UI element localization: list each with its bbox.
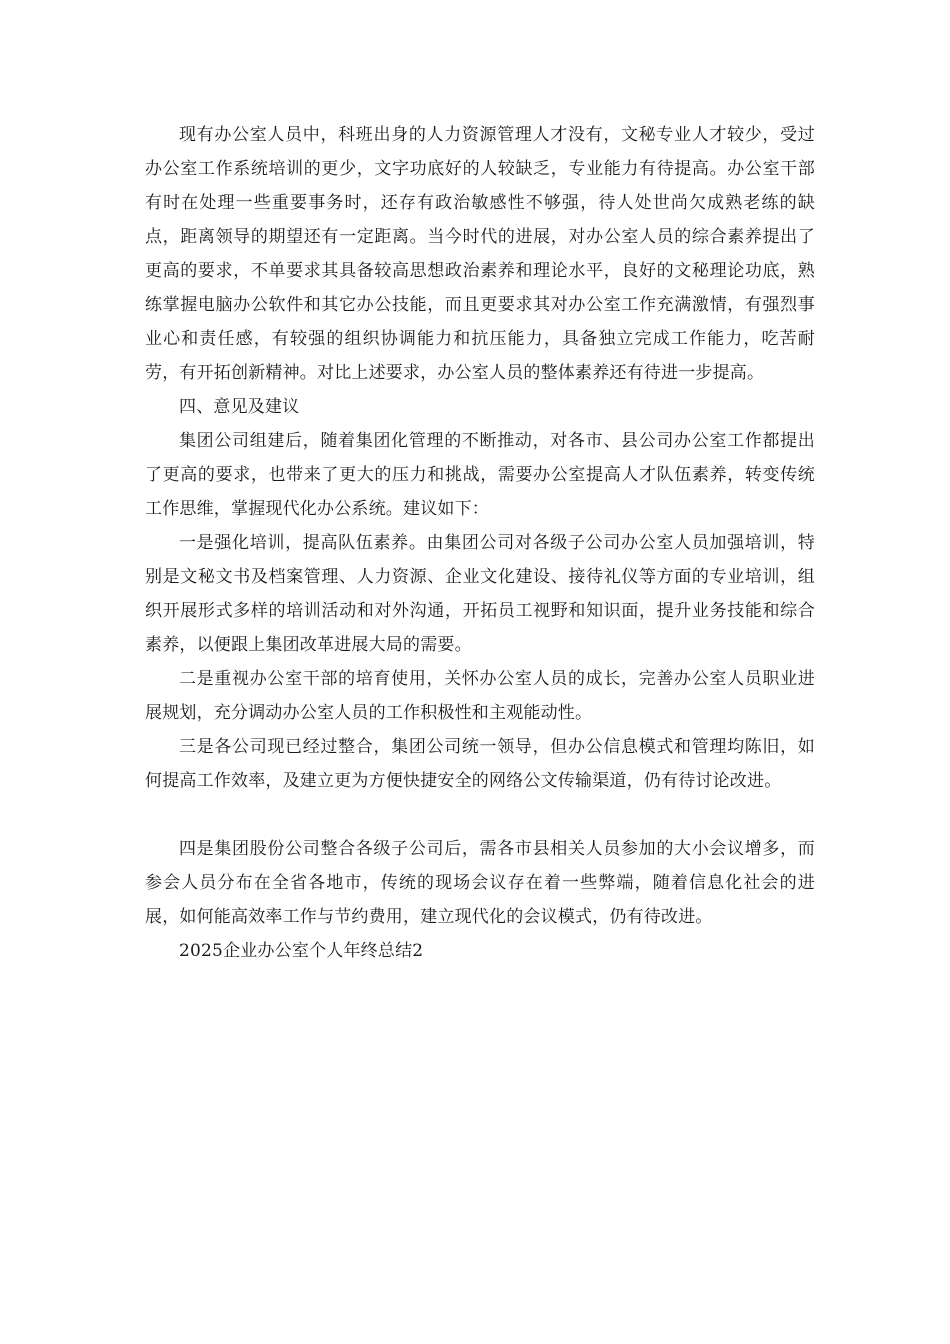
paragraph-suggestion-office-info: 三是各公司现已经过整合，集团公司统一领导，但办公信息模式和管理均陈旧，如何提高工作效率，及建立更为方便快捷安全的网络公文传输渠道，仍有待讨论改进。: [145, 737, 815, 791]
paragraph-staff-quality: 现有办公室人员中，科班出身的人力资源管理人才没有，文秘专业人才较少，受过办公室工作系统培训的更少，文字功底好的人较缺乏，专业能力有待提高。办公室干部有时在处理一些重要事务时，还存有政治敏感性不够强，待人处世尚欠成熟老练的缺点，距离领导的期望还有一定距离。当今时代的进展，对办公室人员的综合素养提出了更高的要求，不单要求其具备较高思想政治素养和理论水平，良好的文秘理论功底，熟练掌握电脑办公软件和其它办公技能，而且更要求其对办公室工作充满激情，有强烈事业心和责任感，有较强的组织协调能力和抗压能力，具备独立完成工作能力，吃苦耐劳，有开拓创新精神。对比上述要求，办公室人员的整体素养还有待进一步提高。: [145, 125, 815, 383]
paragraph-suggestion-training: 一是强化培训，提高队伍素养。由集团公司对各级子公司办公室人员加强培训，特别是文秘文书及档案管理、人力资源、企业文化建设、接待礼仪等方面的专业培训，组织开展形式多样的培训活动和对外沟通，开拓员工视野和知识面，提升业务技能和综合素养，以便跟上集团改革进展大局的需要。: [145, 533, 815, 655]
section-heading-suggestions: 四、意见及建议: [179, 397, 300, 417]
paragraph-suggestion-cadre: 二是重视办公室干部的培育使用，关怀办公室人员的成长，完善办公室人员职业进展规划，充分调动办公室人员的工作积极性和主观能动性。: [145, 669, 815, 723]
paragraph-suggestion-meetings: 四是集团股份公司整合各级子公司后，需各市县相关人员参加的大小会议增多，而参会人员分布在全省各地市，传统的现场会议存在着一些弊端，随着信息化社会的进展，如何能高效率工作与节约费用，建立现代化的会议模式，仍有待改进。: [145, 839, 815, 927]
next-document-title: 2025企业办公室个人年终总结2: [179, 941, 424, 961]
paragraph-group-intro: 集团公司组建后，随着集团化管理的不断推动，对各市、县公司办公室工作都提出了更高的要求，也带来了更大的压力和挑战，需要办公室提高人才队伍素养，转变传统工作思维，掌握现代化办公系统。建议如下：: [145, 431, 815, 519]
document-body: [145, 118, 815, 968]
